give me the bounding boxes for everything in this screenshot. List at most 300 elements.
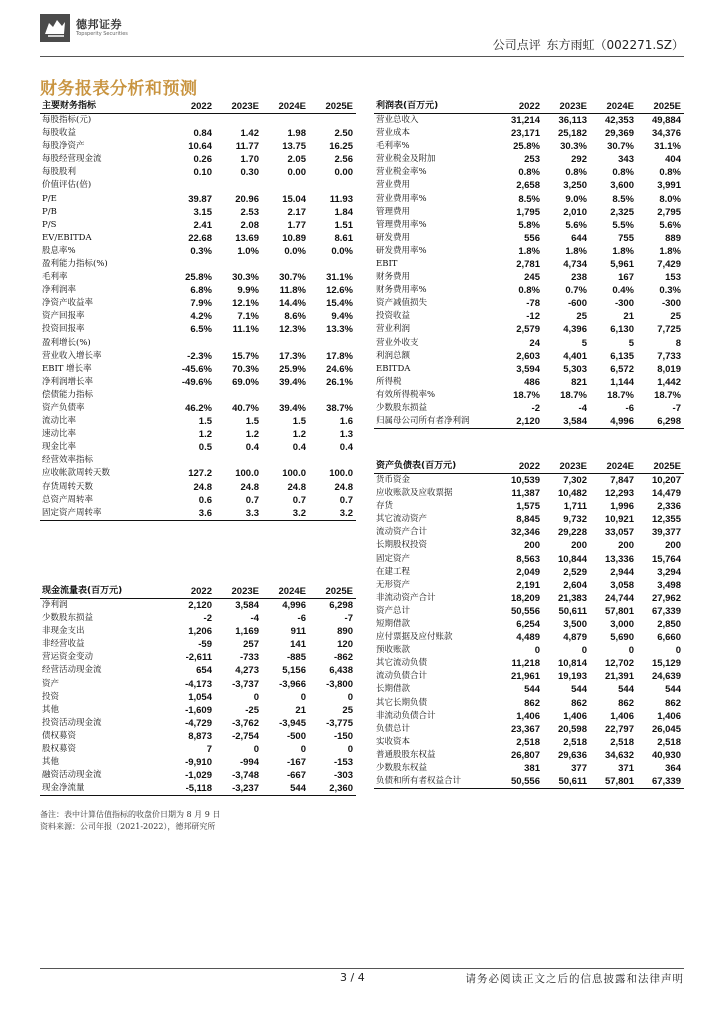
cell-value: 13,336	[604, 553, 634, 565]
cell-value: 0	[253, 743, 259, 755]
cell-value: -2	[531, 403, 540, 415]
company-logo-icon	[40, 14, 70, 42]
cell-value: 29,369	[604, 128, 634, 140]
row-label: 债权募资	[42, 730, 77, 741]
table-row	[374, 710, 684, 723]
cell-value: 1,144	[610, 376, 634, 388]
cell-value: 15.04	[282, 193, 306, 205]
cell-value: 404	[665, 154, 681, 166]
row-label: 股息率%	[42, 245, 76, 256]
column-header: 2025E	[637, 100, 684, 114]
cell-value: 4,996	[282, 600, 306, 611]
cell-value: 364	[665, 763, 681, 775]
table-row	[374, 474, 684, 488]
table-row	[374, 297, 684, 310]
row-label: 营业税金及附加	[376, 154, 436, 165]
cell-value: -3,775	[326, 717, 353, 729]
cell-value: -7	[672, 403, 681, 415]
table-row	[374, 114, 684, 128]
table-row	[374, 389, 684, 402]
column-header: 2022	[168, 585, 215, 599]
table-title: 主要财务指标	[40, 100, 168, 114]
table-row	[40, 599, 356, 613]
table-row	[40, 467, 356, 480]
cell-value: 544	[571, 684, 587, 696]
cell-value: 1.6	[339, 416, 353, 428]
cell-value: 2,120	[496, 415, 543, 429]
cell-value: 20,598	[557, 723, 587, 735]
table-row	[374, 513, 684, 526]
cell-value: 14,479	[651, 488, 681, 500]
table-row	[40, 481, 356, 494]
cell-value: -600	[567, 298, 587, 310]
row-label: 普通股股东权益	[376, 749, 436, 760]
row-label: 经营活动现金流	[42, 665, 102, 676]
cell-value	[215, 179, 262, 192]
table-row	[374, 323, 684, 336]
cell-value: 0.6	[198, 494, 212, 506]
cell-value: 0.0%	[331, 245, 353, 257]
cell-value: 23,171	[510, 128, 540, 140]
cell-value: 100.0	[282, 468, 306, 480]
cell-value: 1,169	[235, 626, 259, 638]
cell-value: 0	[300, 743, 306, 755]
table-row	[40, 323, 356, 336]
cell-value: 0	[300, 691, 306, 703]
row-label: 研发费用	[376, 232, 411, 243]
cell-value: 8	[675, 337, 681, 349]
cell-value: 245	[524, 272, 540, 284]
column-header: 2022	[496, 100, 543, 114]
cell-value	[309, 337, 356, 350]
table-row	[40, 507, 356, 521]
cell-value: 1.42	[240, 128, 259, 140]
cell-value: 3,600	[610, 180, 634, 192]
cell-value: 890	[337, 626, 353, 638]
cell-value: 26,045	[651, 723, 681, 735]
cell-value: 11,218	[511, 658, 540, 670]
table-row	[374, 762, 684, 775]
row-label: 资产负债率	[42, 403, 85, 414]
cell-value: 4,489	[516, 632, 540, 644]
cell-value: 8.61	[334, 232, 353, 244]
row-label: 其它流动资产	[376, 514, 428, 525]
cell-value: 50,611	[543, 775, 590, 789]
cell-value: 644	[571, 232, 587, 244]
cell-value: 1,406	[563, 710, 587, 722]
page-number: 3 / 4	[340, 971, 365, 984]
cell-value: 67,339	[637, 775, 684, 789]
cell-value: 0.4	[339, 442, 353, 454]
cell-value: 4,396	[563, 324, 587, 336]
cell-value: 24,639	[651, 671, 681, 683]
cell-value: 2,518	[563, 736, 587, 748]
cell-value: 1.2	[245, 429, 259, 441]
cell-value: 2.56	[334, 154, 353, 166]
table-row	[40, 114, 356, 128]
row-label: 毛利率	[42, 272, 68, 283]
cell-value: 0.0%	[284, 245, 306, 257]
cell-value: 32,346	[510, 527, 540, 539]
table-row	[40, 140, 356, 153]
cell-value: 200	[618, 540, 634, 552]
row-label: 应付票据及应付账款	[376, 632, 453, 643]
cell-value: 1.5	[292, 416, 306, 428]
table-row	[374, 500, 684, 513]
cell-value: 57,801	[590, 775, 637, 789]
cell-value: 8,873	[188, 730, 212, 742]
cell-value: 5.5%	[612, 219, 634, 231]
cell-value: 17.8%	[326, 350, 353, 362]
cell-value	[215, 337, 262, 350]
cell-value: 5.6%	[659, 219, 681, 231]
table-row	[40, 127, 356, 140]
row-label: 营业总收入	[376, 115, 419, 125]
report-info: 公司点评 东方雨虹（002271.SZ）	[492, 38, 684, 52]
cell-value: 3,250	[563, 180, 587, 192]
table-row	[40, 219, 356, 232]
row-label: 非经营收益	[42, 639, 85, 650]
cell-value: 2,191	[516, 579, 540, 591]
table-row	[40, 284, 356, 297]
cell-value: 25.8%	[513, 141, 540, 153]
row-label: 其它长期负债	[376, 697, 428, 708]
table-header-row	[374, 100, 684, 114]
table-row	[40, 717, 356, 730]
cell-value: 39,377	[651, 527, 681, 539]
table-row	[374, 749, 684, 762]
row-label: 少数股东权益	[376, 763, 428, 774]
cell-value: 57,801	[604, 605, 634, 617]
cell-value: -2.3%	[187, 350, 212, 362]
cell-value: 1,406	[610, 710, 634, 722]
section-title: 财务报表分析和预测	[40, 79, 198, 99]
row-label: 固定资产	[376, 553, 411, 564]
main-indicators-table	[40, 100, 356, 521]
table-row	[40, 389, 356, 402]
row-label: 营业税金率%	[376, 167, 427, 178]
cell-value: 3,500	[563, 618, 587, 630]
cell-value: 2.53	[240, 206, 259, 218]
table-row	[40, 428, 356, 441]
table-row	[40, 494, 356, 507]
cell-value: 12,702	[604, 658, 634, 670]
cell-value: 862	[618, 697, 634, 709]
row-label: 无形资产	[376, 579, 411, 590]
row-label: 每股指标(元)	[42, 115, 92, 125]
cell-value: 4,879	[563, 632, 587, 644]
cell-value: 1.3	[339, 429, 353, 441]
cell-value: 544	[618, 684, 634, 696]
row-label: 总资产周转率	[42, 494, 94, 505]
cell-value: 0.3%	[190, 245, 212, 257]
cell-value: 0.7	[339, 494, 353, 506]
cell-value: 30.3%	[560, 141, 587, 153]
cell-value: 0	[628, 645, 634, 657]
cell-value: -303	[333, 770, 353, 782]
row-label: EBIT	[376, 258, 398, 269]
cell-value: 1,206	[188, 626, 212, 638]
table-header-row	[374, 460, 684, 474]
cell-value: 26,807	[510, 749, 540, 761]
table-header-row	[40, 100, 356, 114]
cell-value	[215, 389, 262, 402]
cell-value: 8.5%	[612, 193, 634, 205]
cell-value: 2,795	[657, 206, 681, 218]
cell-value: -3,966	[279, 678, 306, 690]
row-label: 毛利率%	[376, 141, 410, 152]
cell-value	[168, 454, 215, 467]
row-label: 净利润率	[42, 285, 77, 296]
cell-value: 21	[623, 311, 634, 323]
cell-value	[262, 179, 309, 192]
cell-value: 9.0%	[565, 193, 587, 205]
cell-value: 21,961	[510, 671, 540, 683]
cell-value: 1.70	[240, 154, 259, 166]
table-row	[374, 605, 684, 618]
cell-value: -167	[286, 757, 306, 769]
cell-value: 5	[581, 337, 587, 349]
cell-value: 17.3%	[279, 350, 306, 362]
cell-value: 5.8%	[518, 219, 540, 231]
row-label: 每股股利	[42, 167, 77, 178]
cell-value: 8,563	[516, 553, 540, 565]
table-row	[40, 691, 356, 704]
cell-value: -153	[333, 757, 353, 769]
cell-value: 1,054	[188, 691, 212, 703]
cell-value: 1,442	[657, 376, 681, 388]
cell-value: 2,518	[657, 736, 681, 748]
column-header: 2023E	[543, 460, 590, 474]
cell-value: 5,690	[610, 632, 634, 644]
cell-value: -5,118	[168, 782, 215, 796]
cell-value: 21	[295, 704, 306, 716]
cell-value: 13.3%	[326, 324, 353, 336]
table-row	[374, 271, 684, 284]
cell-value: 100.0	[329, 468, 353, 480]
cell-value: 31.1%	[654, 141, 681, 153]
cell-value: -500	[286, 730, 306, 742]
table-row	[40, 258, 356, 271]
cell-value: 18.7%	[654, 389, 681, 401]
cell-value	[168, 114, 215, 128]
cell-value: 9,732	[563, 514, 587, 526]
cell-value: 24.6%	[326, 363, 353, 375]
cell-value: 3.6	[168, 507, 215, 521]
cell-value: 862	[571, 697, 587, 709]
cell-value: 4,273	[235, 665, 259, 677]
cell-value: 13.69	[235, 232, 259, 244]
cell-value: 30.3%	[232, 272, 259, 284]
cell-value: 67,339	[651, 605, 681, 617]
cell-value: -862	[333, 652, 353, 664]
cell-value: 18.7%	[607, 389, 634, 401]
table-row	[40, 756, 356, 769]
cell-value: 7.9%	[190, 298, 212, 310]
cell-value: 10,844	[557, 553, 587, 565]
row-label: 应收帐款周转天数	[42, 468, 111, 479]
cell-value: 0	[347, 691, 353, 703]
row-label: 其他	[42, 704, 60, 715]
cash-flow-table	[40, 585, 356, 796]
cell-value: 10,539	[510, 475, 540, 486]
notes	[40, 809, 220, 833]
row-label: 每股净资产	[42, 141, 85, 152]
table-row	[374, 670, 684, 683]
cell-value: 10,207	[651, 475, 681, 486]
cell-value: 0	[347, 743, 353, 755]
table-row	[40, 704, 356, 717]
table-row	[374, 153, 684, 166]
cell-value	[309, 114, 356, 128]
cell-value: 0.7%	[565, 285, 587, 297]
cell-value: 3.2	[309, 507, 356, 521]
table-row	[374, 566, 684, 579]
cell-value: 4,401	[563, 350, 587, 362]
table-title: 现金流量表(百万元)	[40, 585, 168, 599]
cell-value: 0.4	[292, 442, 306, 454]
cell-value: 3,584	[543, 415, 590, 429]
cell-value: -3,800	[326, 678, 353, 690]
row-label: 在建工程	[376, 566, 411, 577]
cell-value: 6.5%	[190, 324, 212, 336]
row-label: 其它流动负债	[376, 658, 428, 669]
row-label: 财务费用	[376, 272, 411, 283]
cell-value: 12,293	[604, 488, 634, 500]
row-label: P/S	[42, 219, 57, 230]
table-row	[374, 618, 684, 631]
cell-value: 9.9%	[237, 285, 259, 297]
table-row	[40, 206, 356, 219]
table-row	[374, 350, 684, 363]
cell-value: -6	[625, 403, 634, 415]
cell-value: 1,575	[516, 501, 540, 513]
cell-value: 0.5	[198, 442, 212, 454]
cell-value: 4.2%	[190, 311, 212, 323]
cell-value: 6,298	[329, 600, 353, 611]
cell-value: 6,135	[610, 350, 634, 362]
cell-value: 5,303	[563, 363, 587, 375]
table-row	[374, 402, 684, 415]
row-label: EV/EBITDA	[42, 232, 92, 243]
table-row	[40, 376, 356, 389]
cell-value: 8,019	[657, 363, 681, 375]
row-label: 长期股权投资	[376, 540, 428, 551]
cell-value: 15,764	[651, 553, 681, 565]
table-row	[40, 179, 356, 192]
column-header: 2022	[168, 100, 215, 114]
cell-value: 8,845	[516, 514, 540, 526]
cell-value: -3,237	[215, 782, 262, 796]
cell-value: 39.4%	[279, 403, 306, 415]
row-label: 其他	[42, 757, 60, 768]
column-header: 2022	[496, 460, 543, 474]
table-row	[374, 487, 684, 500]
row-label: 资产减值损失	[376, 298, 428, 309]
income-statement-table	[374, 100, 684, 429]
cell-value: 3,498	[657, 579, 681, 591]
row-label: 投资活动现金流	[42, 717, 102, 728]
cell-value: 889	[665, 232, 681, 244]
cell-value: 15.7%	[232, 350, 259, 362]
cell-value: 25.8%	[185, 272, 212, 284]
table-row	[374, 337, 684, 350]
cell-value: 6,438	[329, 665, 353, 677]
note-remark: 备注：表中计算估值指标的收盘价日期为 8 月 9 日	[40, 810, 221, 819]
cell-value: 50,556	[496, 775, 543, 789]
cell-value: 911	[290, 626, 306, 638]
table-row	[374, 723, 684, 736]
cell-value: 6.8%	[190, 285, 212, 297]
table-row	[374, 376, 684, 389]
column-header: 2025E	[309, 585, 356, 599]
cell-value: 8.5%	[518, 193, 540, 205]
cell-value: 1,406	[516, 710, 540, 722]
cell-value: 486	[524, 376, 540, 388]
table-row	[40, 769, 356, 782]
cell-value: 0.8%	[565, 167, 587, 179]
cell-value: -1,609	[185, 704, 212, 716]
cell-value: 11,387	[511, 488, 540, 500]
table-row	[374, 363, 684, 376]
table-row	[40, 677, 356, 690]
row-label: 每股收益	[42, 128, 77, 139]
table-row	[374, 736, 684, 749]
table-row	[40, 782, 356, 796]
cell-value: 25	[576, 311, 587, 323]
cell-value: 46.2%	[185, 403, 212, 415]
cell-value: 25,182	[557, 128, 587, 140]
table-row	[374, 592, 684, 605]
cell-value: 14.4%	[279, 298, 306, 310]
cell-value: 7,429	[657, 258, 681, 270]
cell-value: 3.3	[215, 507, 262, 521]
cell-value: 127.2	[188, 468, 212, 480]
cell-value: 29,636	[557, 749, 587, 761]
cell-value: 6,130	[610, 324, 634, 336]
cell-value	[309, 389, 356, 402]
cell-value: 15,129	[651, 658, 681, 670]
table-row	[374, 258, 684, 271]
cell-value: 18.7%	[560, 389, 587, 401]
cell-value: 2.17	[287, 206, 306, 218]
cell-value: -300	[614, 298, 634, 310]
row-label: 资产回报率	[42, 311, 85, 322]
cell-value: 25	[670, 311, 681, 323]
cell-value: 0.84	[193, 128, 212, 140]
cell-value: 2,518	[516, 736, 540, 748]
cell-value: 7,725	[657, 324, 681, 336]
cell-value: 34,376	[651, 128, 681, 140]
cell-value: 1,406	[657, 710, 681, 722]
cell-value: 0.8%	[518, 167, 540, 179]
cell-value: 0.4%	[612, 285, 634, 297]
cell-value: 343	[618, 154, 634, 166]
cell-value: 18.7%	[513, 389, 540, 401]
column-header: 2024E	[590, 100, 637, 114]
table-row	[374, 206, 684, 219]
cell-value: 2,049	[516, 566, 540, 578]
cell-value: 0.7	[292, 494, 306, 506]
row-label: 盈利增长(%)	[42, 337, 91, 348]
cell-value: 25.9%	[279, 363, 306, 375]
row-label: 融资活动现金流	[42, 770, 102, 781]
legal-disclaimer: 请务必阅读正文之后的信息披露和法律声明	[465, 973, 684, 985]
row-label: EBITDA	[376, 363, 411, 374]
cell-value	[215, 114, 262, 128]
row-label: 资产	[42, 678, 60, 689]
cell-value: 0.26	[193, 154, 212, 166]
